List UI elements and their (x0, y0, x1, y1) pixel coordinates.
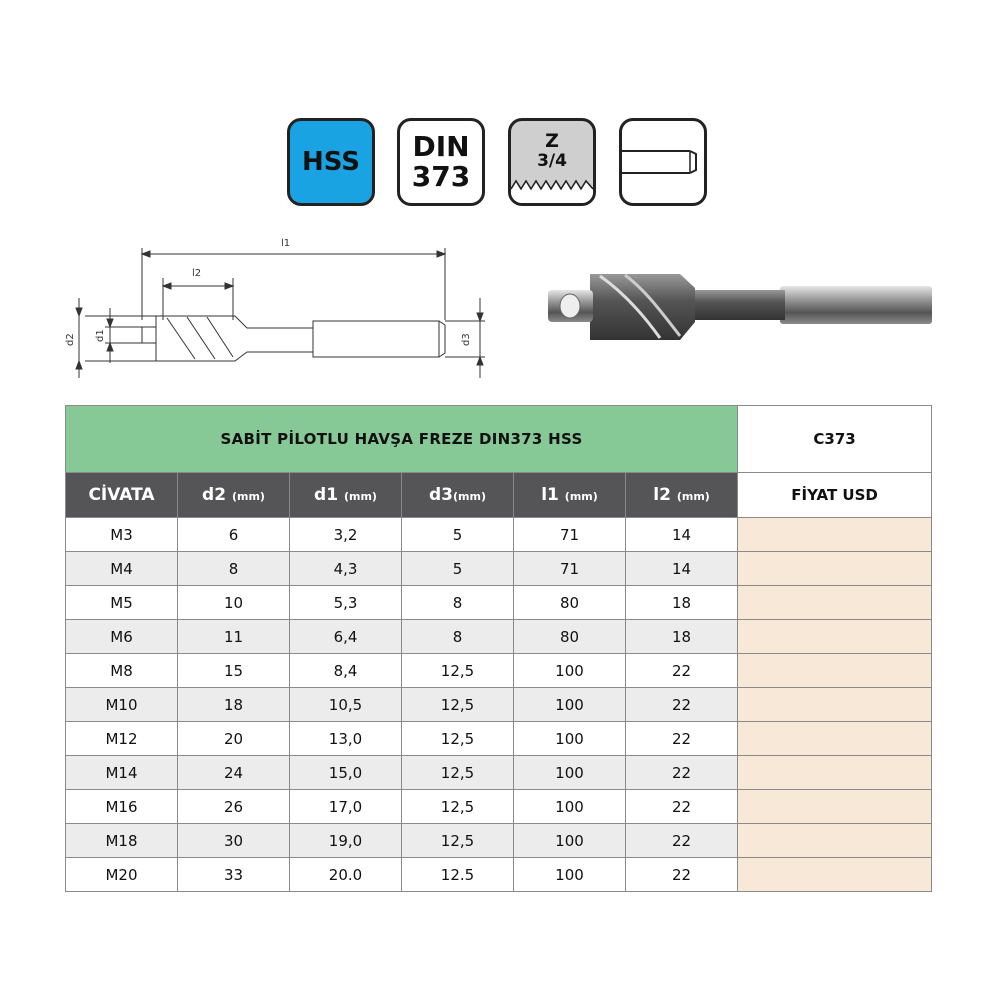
standard-line1: DIN (412, 130, 470, 163)
table-row (66, 824, 932, 858)
header-d3: d3(mm) (402, 473, 514, 518)
table-cell: 5,3 (290, 586, 402, 620)
table-cell: M16 (66, 790, 178, 824)
d3-label: d3 (461, 333, 472, 346)
table-row (66, 790, 932, 824)
flutes-badge (508, 118, 596, 206)
product-code: C373 (738, 406, 932, 473)
table-cell: 20.0 (290, 858, 402, 892)
table-cell: 33 (178, 858, 290, 892)
table-cell: M10 (66, 688, 178, 722)
table-row (66, 688, 932, 722)
l1-label: l1 (281, 238, 291, 249)
saw-teeth-icon (511, 177, 593, 203)
table-cell: 15 (178, 654, 290, 688)
header-civata: CİVATA (66, 473, 178, 518)
price-cell (738, 654, 932, 688)
cylindrical-shank-icon (622, 121, 704, 203)
d2-label: d2 (65, 333, 76, 346)
table-cell: 12,5 (402, 756, 514, 790)
table-cell: M14 (66, 756, 178, 790)
technical-drawing (55, 228, 495, 388)
d1-label: d1 (95, 329, 106, 342)
table-cell: M6 (66, 620, 178, 654)
table-cell: 19,0 (290, 824, 402, 858)
table-cell: 24 (178, 756, 290, 790)
table-cell: 18 (178, 688, 290, 722)
table-row (66, 756, 932, 790)
table-cell: 12,5 (402, 790, 514, 824)
din-badge (397, 118, 485, 206)
table-cell: 15,0 (290, 756, 402, 790)
table-cell: 100 (514, 756, 626, 790)
table-row (66, 552, 932, 586)
header-price: FİYAT USD (738, 473, 932, 518)
table-cell: 5 (402, 552, 514, 586)
price-cell (738, 586, 932, 620)
price-cell (738, 518, 932, 552)
table-cell: M5 (66, 586, 178, 620)
price-cell (738, 790, 932, 824)
table-cell: 22 (626, 722, 738, 756)
table-cell: 8 (178, 552, 290, 586)
table-cell: 22 (626, 654, 738, 688)
table-cell: M4 (66, 552, 178, 586)
flutes-label: Z (545, 130, 559, 152)
table-cell: 12,5 (402, 824, 514, 858)
table-cell: M3 (66, 518, 178, 552)
table-cell: 14 (626, 518, 738, 552)
table-cell: M8 (66, 654, 178, 688)
table-cell: 100 (514, 654, 626, 688)
table-row (66, 586, 932, 620)
flutes-value: 3/4 (537, 151, 567, 171)
cylindrical-shank-badge (619, 118, 707, 206)
price-cell (738, 552, 932, 586)
table-row (66, 620, 932, 654)
table-cell: 17,0 (290, 790, 402, 824)
table-cell: 100 (514, 858, 626, 892)
table-cell: 100 (514, 722, 626, 756)
table-row (66, 858, 932, 892)
neck (690, 290, 785, 320)
table-cell: 20 (178, 722, 290, 756)
table-cell: 22 (626, 858, 738, 892)
material-label: HSS (301, 147, 361, 177)
table-cell: 71 (514, 518, 626, 552)
table-cell: 18 (626, 620, 738, 654)
header-d2: d2 (mm) (178, 473, 290, 518)
price-cell (738, 858, 932, 892)
table-cell: M20 (66, 858, 178, 892)
table-row (66, 518, 932, 552)
table-cell: 14 (626, 552, 738, 586)
header-l2: l2 (mm) (626, 473, 738, 518)
table-cell: 8,4 (290, 654, 402, 688)
price-cell (738, 688, 932, 722)
table-cell: 18 (626, 586, 738, 620)
cutting-head (590, 274, 695, 340)
price-cell (738, 756, 932, 790)
table-cell: 4,3 (290, 552, 402, 586)
table-cell: 71 (514, 552, 626, 586)
table-header-row (66, 473, 932, 518)
table-title: SABİT PİLOTLU HAVŞA FREZE DIN373 HSS (66, 406, 738, 473)
table-cell: 80 (514, 620, 626, 654)
table-row (66, 722, 932, 756)
table-cell: 26 (178, 790, 290, 824)
table-cell: 12,5 (402, 722, 514, 756)
table-cell: 10,5 (290, 688, 402, 722)
table-cell: 6,4 (290, 620, 402, 654)
table-cell: 22 (626, 688, 738, 722)
table-cell: 8 (402, 620, 514, 654)
table-cell: 22 (626, 756, 738, 790)
table-cell: 100 (514, 790, 626, 824)
table-cell: 30 (178, 824, 290, 858)
header-l1: l1 (mm) (514, 473, 626, 518)
table-cell: M18 (66, 824, 178, 858)
table-cell: 6 (178, 518, 290, 552)
table-cell: 10 (178, 586, 290, 620)
table-cell: 100 (514, 824, 626, 858)
header-d1: d1 (mm) (290, 473, 402, 518)
table-cell: 11 (178, 620, 290, 654)
price-cell (738, 722, 932, 756)
table-cell: M12 (66, 722, 178, 756)
price-cell (738, 620, 932, 654)
table-cell: 5 (402, 518, 514, 552)
standard-line2: 373 (411, 160, 471, 193)
feature-badges (0, 118, 1000, 212)
shank (780, 286, 932, 324)
table-cell: 100 (514, 688, 626, 722)
table-cell: 22 (626, 824, 738, 858)
table-cell: 80 (514, 586, 626, 620)
table-cell: 13,0 (290, 722, 402, 756)
table-cell: 12,5 (402, 688, 514, 722)
table-cell: 22 (626, 790, 738, 824)
spec-table (65, 405, 932, 892)
table-cell: 12,5 (402, 654, 514, 688)
table-cell: 3,2 (290, 518, 402, 552)
table-row (66, 654, 932, 688)
hss-badge (287, 118, 375, 206)
table-cell: 8 (402, 586, 514, 620)
price-cell (738, 824, 932, 858)
product-photo (540, 260, 940, 350)
l2-label: l2 (192, 268, 202, 279)
table-cell: 12.5 (402, 858, 514, 892)
